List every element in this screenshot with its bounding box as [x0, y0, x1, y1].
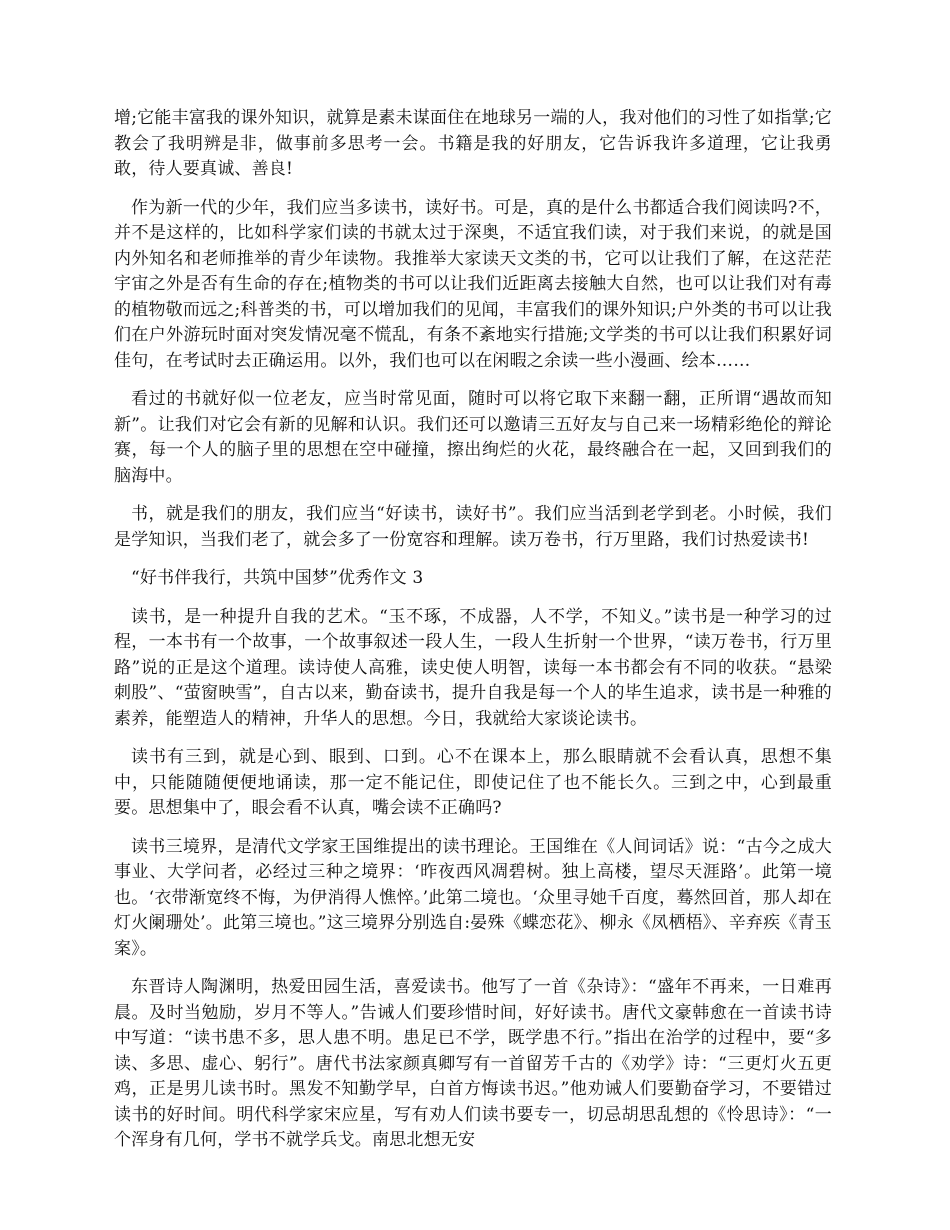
- paragraph-6: 读书有三到，就是心到、眼到、口到。心不在课本上，那么眼睛就不会看认真，思想不集中，只能随随便便地诵读，那一定不能记住，即使记住了也不能长久。三到之中，心到最重要。思想集中了，眼会看不认真，嘴会读不正确吗?: [114, 747, 832, 818]
- essay-title: “好书伴我行，共筑中国梦”优秀作文 3: [131, 568, 424, 588]
- paragraph-5: 读书，是一种提升自我的艺术。“玉不琢，不成器，人不学，不知义。”读书是一种学习的过程，一本书有一个故事，一个故事叙述一段人生，一段人生折射一个世界，“读万卷书，行万里路”说的正是这个道理。读诗使人高雅，读史使人明智，读每一本书都会有不同的收获。“悬梁刺股”、“萤窗映雪”，自古以来，勤奋读书，提升自我是每一个人的毕生追求，读书是一种雅的素养，能塑造人的精神，升华人的思想。今日，我就给大家谈论读书。: [114, 606, 832, 729]
- paragraph-2: 作为新一代的少年，我们应当多读书，读好书。可是，真的是什么书都适合我们阅读吗?不，并不是这样的，比如科学家们读的书就太过于深奥，不适宜我们读，对于我们来说，的就是国内外知名和老师推举的青少年读物。我推举大家读天文类的书，它可以让我们了解，在这茫茫宇宙之外是否有生命的存在;植物类的书可以让我们近距离去接触大自然，也可以让我们对有毒的植物敬而远之;科普类的书，可以增加我们的见闻，丰富我们的课外知识;户外类的书可以让我们在户外游玩时面对突发情况毫不慌乱，有条不紊地实行措施;文学类的书可以让我们积累好词佳句，在考试时去正确运用。以外，我们也可以在闲暇之余读一些小漫画、绘本……: [114, 197, 832, 371]
- paragraph-3: 看过的书就好似一位老友，应当时常见面，随时可以将它取下来翻一翻，正所谓“遇故而知新”。让我们对它会有新的见解和认识。我们还可以邀请三五好友与自己来一场精彩绝伦的辩论赛，每一个人的脑子里的思想在空中碰撞，擦出绚烂的火花，最终融合在一起，又回到我们的脑海中。: [114, 389, 832, 486]
- paragraph-4: 书，就是我们的朋友，我们应当“好读书，读好书”。我们应当活到老学到老。小时候，我们是学知识，当我们老了，就会多了一份宽容和理解。读万卷书，行万里路，我们讨热爱读书!: [114, 504, 832, 550]
- document-body: [114, 106, 832, 1167]
- paragraph-8: 东晋诗人陶渊明，热爱田园生活，喜爱读书。他写了一首《杂诗》：“盛年不再来，一日难再晨。及时当勉励，岁月不等人。”告诫人们要珍惜时间，好好读书。唐代文豪韩愈在一首读书诗中写道：“读书患不多，思人患不明。患足已不学，既学患不行。”指出在治学的过程中，要“多读、多思、虚心、躬行”。唐代书法家颜真卿写有一首留芳千古的《劝学》诗：“三更灯火五更鸡，正是男儿读书时。黑发不知勤学早，白首方悔读书迟。”他劝诫人们要勤奋学习，不要错过读书的好时间。明代科学家宋应星，写有劝人们读书要专一，切忌胡思乱想的《怜思诗》：“一个浑身有几何，学书不就学兵戈。南思北想无安: [114, 977, 832, 1150]
- paragraph-1: 增;它能丰富我的课外知识，就算是素未谋面住在地球另一端的人，我对他们的习性了如指掌;它教会了我明辨是非，做事前多思考一会。书籍是我的好朋友，它告诉我许多道理，它让我勇敢，待人要真诚、善良!: [114, 108, 832, 179]
- paragraph-7: 读书三境界，是清代文学家王国维提出的读书理论。王国维在《人间词话》说：“古今之成大事业、大学问者，必经过三种之境界：‘昨夜西风凋碧树。独上高楼，望尽天涯路’。此第一境也。‘衣带渐宽终不悔，为伊消得人憔悴。’此第二境也。‘众里寻她千百度，蓦然回首，那人却在灯火阑珊处’。此第三境也。”这三境界分别选自:晏殊《蝶恋花》、柳永《凤栖梧》、辛弃疾《青玉案》。: [114, 836, 832, 959]
